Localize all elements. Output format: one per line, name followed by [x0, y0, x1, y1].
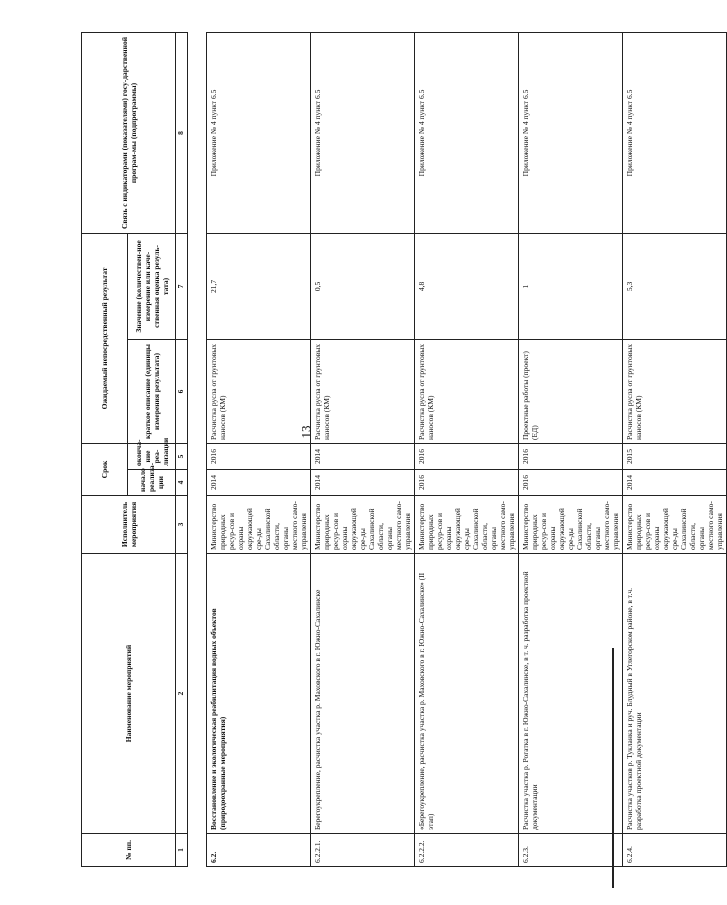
row-link: Приложение № 4 пункт 6.5	[519, 32, 623, 233]
header-executor: Исполнитель мероприятия	[82, 496, 176, 554]
row-executor: Министерство природных ресур-сов и охраны окружающей сре-ды Сахалинской области, органы местного само-управления	[519, 496, 623, 554]
header-term: Срок	[82, 443, 128, 495]
row-link: Приложение № 4 пункт 6.5	[311, 32, 415, 233]
column-number-row	[176, 32, 188, 866]
header-expected: Ожидаемый непосредственный результат	[82, 233, 128, 443]
row-desc: Проектные работы (проект) (ЕД)	[519, 339, 623, 443]
row-start: 2016	[519, 470, 623, 496]
page-number: 13	[298, 425, 314, 439]
col-number: 7	[176, 233, 188, 339]
header-exp-value: Значение (количествен-ное измерение или каче-ственная оценка резуль-тата)	[128, 233, 176, 339]
row-executor: Министерство природных ресур-сов и охраны окружающей сре-ды Сахалинской области, органы местного само-управления	[207, 496, 311, 554]
row-start: 2014	[207, 470, 311, 496]
row-desc: Расчистка русла от грунтовых наносов (КМ)	[623, 339, 727, 443]
row-value: 4,8	[415, 233, 519, 339]
row-desc: Расчистка русла от грунтовых наносов (КМ)	[415, 339, 519, 443]
rotated-document-table	[81, 33, 724, 867]
col-number: 5	[176, 443, 188, 469]
table-row	[623, 32, 727, 866]
table-row	[519, 32, 623, 866]
header-exp-desc: краткое описание (единицы измерения результата)	[128, 339, 176, 443]
row-link: Приложение № 4 пункт 6.5	[415, 32, 519, 233]
row-end: 2016	[519, 443, 623, 469]
row-value: 5,3	[623, 233, 727, 339]
header-term-start: начало реализа-ции	[128, 470, 176, 496]
row-value: 21,7	[207, 233, 311, 339]
table-row	[207, 32, 311, 866]
row-name: Восстановление и экологическая реабилитация водных объектов (природоохранные мероприятия)	[207, 554, 311, 834]
row-end: 2014	[311, 443, 415, 469]
row-start: 2014	[623, 470, 727, 496]
row-end: 2016	[207, 443, 311, 469]
row-value: 0,5	[311, 233, 415, 339]
row-num: 6.2.3.	[519, 834, 623, 867]
row-start: 2016	[415, 470, 519, 496]
row-link: Приложение № 4 пункт 6.5	[623, 32, 727, 233]
row-end: 2015	[623, 443, 727, 469]
row-executor: Министерство природных ресур-сов и охраны окружающей сре-ды Сахалинской области, органы местного само-управления	[311, 496, 415, 554]
header-name: Наименование мероприятий	[82, 554, 176, 834]
col-number: 2	[176, 554, 188, 834]
col-number: 8	[176, 32, 188, 233]
row-value: 1	[519, 233, 623, 339]
col-number: 4	[176, 470, 188, 496]
spacer-row	[188, 32, 207, 866]
header-link: Связь с индикаторами (показателями) госу-дарственной програм-мы (подпрограммы)	[82, 32, 176, 233]
row-start: 2014	[311, 470, 415, 496]
table-row	[311, 32, 415, 866]
row-desc: Расчистка русла от грунтовых наносов (КМ)	[311, 339, 415, 443]
header-num: № пп.	[82, 834, 176, 867]
row-desc: Расчистка русла от грунтовых наносов (КМ)	[207, 339, 311, 443]
row-executor: Министерство природных ресур-сов и охраны окружающей сре-ды Сахалинской области, органы местного само-управления	[415, 496, 519, 554]
row-name: Расчистка участков р. Тукланка и руч. Блудный в Углегорском районе, в т.ч. разработка проектной документации	[623, 554, 727, 834]
row-name: Берегоукрепление, расчистка участка р. Маховского в г. Южно-Сахалинске	[311, 554, 415, 834]
row-end: 2016	[415, 443, 519, 469]
row-link: Приложение № 4 пункт 6.5	[207, 32, 311, 233]
col-number: 3	[176, 496, 188, 554]
table-row	[415, 32, 519, 866]
row-num: 6.2.	[207, 834, 311, 867]
row-name: «Берегоукрепление, расчистка участка р. Маховского в г. Южно-Сахалинске» (II этап)	[415, 554, 519, 834]
row-num: 6.2.2.2.	[415, 834, 519, 867]
program-table	[81, 32, 727, 867]
row-num: 6.2.4.	[623, 834, 727, 867]
header-row-1	[82, 32, 128, 866]
row-num: 6.2.2.1.	[311, 834, 415, 867]
col-number: 1	[176, 834, 188, 867]
row-name: Расчистка участка р. Рогатка в г. Южно-Сахалинске, в т. ч. разработка проектной документации	[519, 554, 623, 834]
row-executor: Министерство природных ресур-сов и охраны окружающей сре-ды Сахалинской области, органы местного само-управления	[623, 496, 727, 554]
header-term-end: оконча-ние реа-лизации	[128, 443, 176, 469]
col-number: 6	[176, 339, 188, 443]
